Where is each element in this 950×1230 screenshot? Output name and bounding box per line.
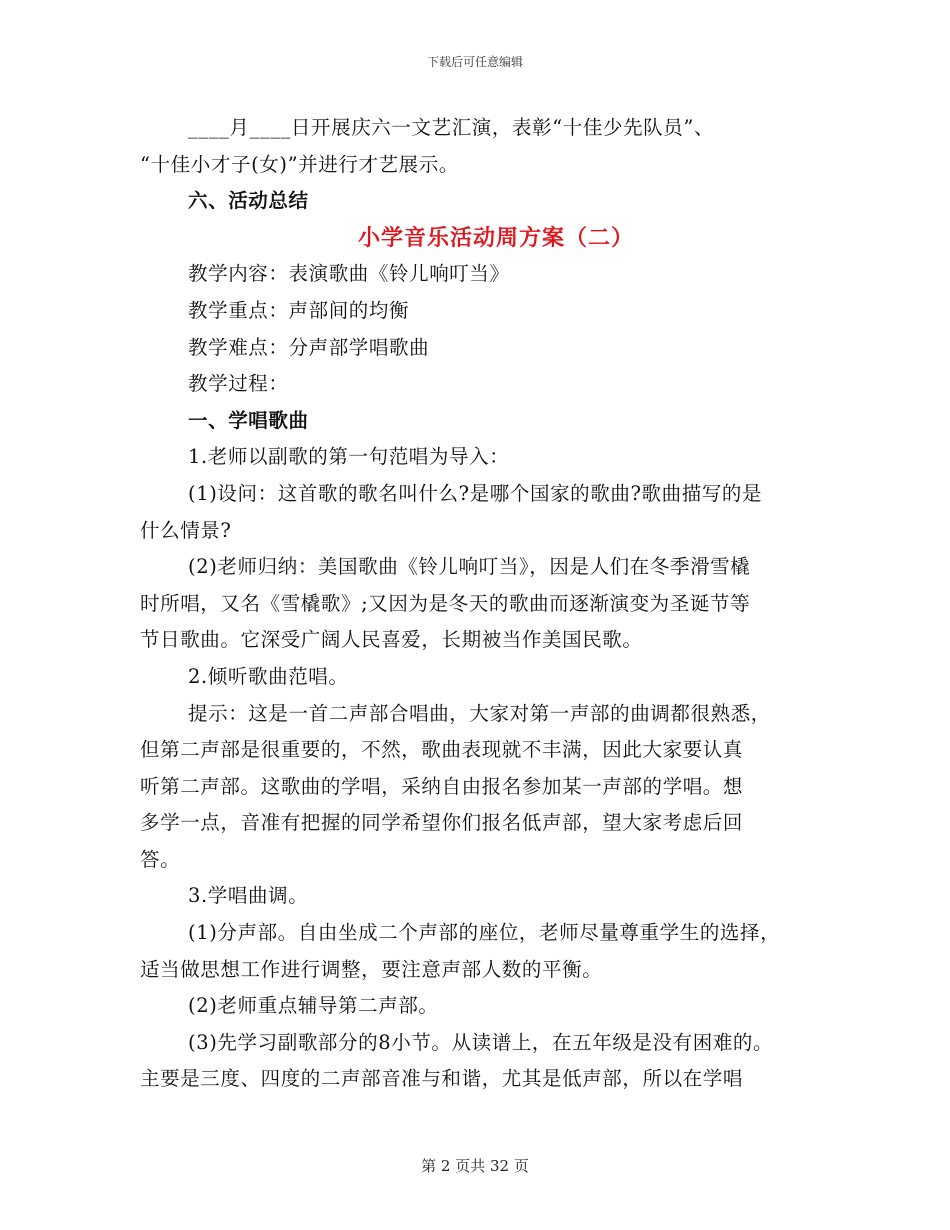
paragraph-line: 教学难点：分声部学唱歌曲 xyxy=(188,335,430,359)
paragraph-line: 教学内容：表演歌曲《铃儿响叮当》 xyxy=(188,262,510,286)
section-heading: 六、活动总结 xyxy=(188,189,309,213)
paragraph-line: 多学一点，音准有把握的同学希望你们报名低声部，望大家考虑后回 xyxy=(140,811,744,835)
page-footer: 第 2 页共 32 页 xyxy=(421,1157,529,1175)
paragraph-line: ____月____日开展庆六一文艺汇演，表彰“十佳少先队员”、 xyxy=(188,116,715,139)
paragraph-line: (1)设问：这首歌的歌名叫什么?是哪个国家的歌曲?歌曲描写的是 xyxy=(188,481,763,505)
paragraph-line: “十佳小才子(女)”并进行才艺展示。 xyxy=(140,152,459,176)
paragraph-line: 节日歌曲。它深受广阔人民喜爱，长期被当作美国民歌。 xyxy=(140,628,643,652)
paragraph-line: 3.学唱曲调。 xyxy=(188,884,309,908)
paragraph-line: 2.倾听歌曲范唱。 xyxy=(188,664,349,688)
paragraph-line: (1)分声部。自由坐成二个声部的座位，老师尽量尊重学生的选择， xyxy=(188,921,781,945)
paragraph-line: 什么情景? xyxy=(140,518,232,542)
paragraph-line: 教学重点：声部间的均衡 xyxy=(188,298,410,322)
paragraph-line: (2)老师归纳：美国歌曲《铃儿响叮当》，因是人们在冬季滑雪橇 xyxy=(188,555,751,579)
section-heading: 一、学唱歌曲 xyxy=(188,408,309,432)
page-header: 下载后可任意编辑 xyxy=(426,55,523,69)
paragraph-line: 适当做思想工作进行调整，要注意声部人数的平衡。 xyxy=(140,957,603,981)
paragraph-line: 提示：这是一首二声部合唱曲，大家对第一声部的曲调都很熟悉， xyxy=(188,701,771,725)
paragraph-line: 时所唱，又名《雪橇歌》;又因为是冬天的歌曲而逐渐演变为圣诞节等 xyxy=(140,591,751,615)
paragraph-line: 主要是三度、四度的二声部音准与和谐，尤其是低声部，所以在学唱 xyxy=(140,1067,744,1091)
paragraph-line: (3)先学习副歌部分的8小节。从读谱上，在五年级是没有困难的。 xyxy=(188,1030,774,1054)
paragraph-line: 听第二声部。这歌曲的学唱，采纳自由报名参加某一声部的学唱。想 xyxy=(140,774,744,798)
paragraph-line: 教学过程： xyxy=(188,372,289,396)
paragraph-line: 1.老师以副歌的第一句范唱为导入： xyxy=(188,445,510,469)
paragraph-line: 但第二声部是很重要的，不然，歌曲表现就不丰满，因此大家要认真 xyxy=(140,738,744,762)
paragraph-line: 答。 xyxy=(140,847,181,871)
paragraph-line: (2)老师重点辅导第二声部。 xyxy=(188,994,439,1018)
document-title: 小学音乐活动周方案（二） xyxy=(357,224,634,251)
document-body xyxy=(140,110,812,1098)
